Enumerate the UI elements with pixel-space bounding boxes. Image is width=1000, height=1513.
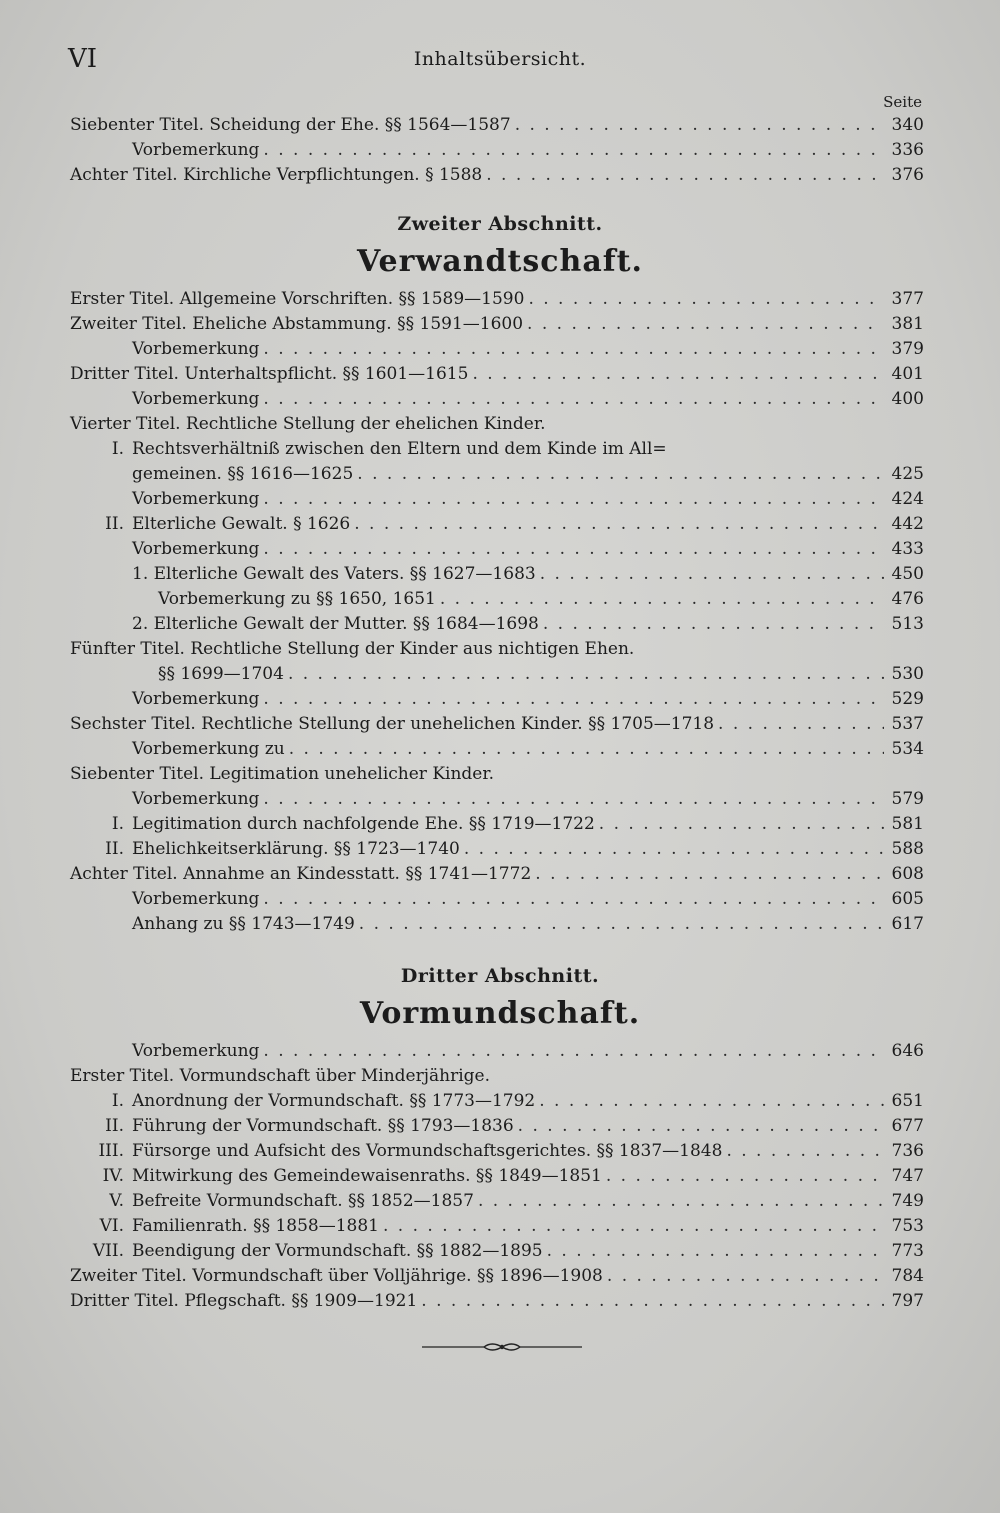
toc-entry-page: 537 — [891, 714, 924, 734]
toc-entry-title: Dritter Titel. Unterhaltspflicht. §§ 1601—1615 — [70, 364, 469, 384]
toc-entry-title: Fünfter Titel. Rechtliche Stellung der Kinder aus nichtigen Ehen. — [70, 639, 635, 659]
toc-entry-title: Vorbemerkung — [132, 1041, 260, 1061]
toc-entry — [70, 1289, 924, 1314]
roman-numeral: I. — [111, 439, 124, 459]
toc-entry — [70, 387, 924, 412]
toc-entry — [70, 412, 924, 437]
toc-entry-title: Vorbemerkung zu §§ 1650, 1651 — [158, 589, 436, 609]
toc-entry-page: 530 — [891, 664, 924, 684]
toc-entry — [70, 1139, 924, 1164]
toc-entry — [70, 612, 924, 637]
section-title-guardianship: Vormundschaft. — [359, 996, 641, 1031]
dot-leader — [539, 1089, 884, 1114]
toc-entry — [70, 587, 924, 612]
page-header — [0, 44, 1000, 74]
toc-entry — [70, 437, 924, 462]
roman-numeral: III. — [98, 1141, 124, 1161]
toc-entry — [70, 312, 924, 337]
toc-entry-page: 513 — [891, 614, 924, 634]
dot-leader — [440, 587, 884, 612]
toc-entry-title: Erster Titel. Vormundschaft über Minderjährige. — [70, 1066, 490, 1086]
dot-leader — [527, 312, 884, 337]
toc-entry-page: 588 — [891, 839, 924, 859]
toc-entry — [70, 537, 924, 562]
dot-leader — [359, 912, 884, 937]
toc-entry — [70, 862, 924, 887]
toc-entry — [70, 637, 924, 662]
page-number: VI — [68, 44, 98, 74]
dot-leader — [288, 662, 884, 687]
toc-entry-title: Vorbemerkung — [132, 389, 260, 409]
roman-numeral: II. — [105, 839, 124, 859]
dot-leader — [263, 687, 884, 712]
toc-entry-title: Mitwirkung des Gemeindewaisenraths. §§ 1849—1851 — [132, 1166, 602, 1186]
toc-entry-title: Elterliche Gewalt. § 1626 — [132, 514, 351, 534]
toc-block-guardianship — [70, 1039, 924, 1314]
dot-leader — [357, 462, 884, 487]
dot-leader — [263, 387, 884, 412]
toc-entry-page: 608 — [891, 864, 924, 884]
toc-entry-page: 736 — [891, 1141, 924, 1161]
toc-entry-title: Vorbemerkung — [132, 489, 260, 509]
toc-entry-title: Vorbemerkung — [132, 339, 260, 359]
toc-entry — [70, 362, 924, 387]
toc-entry — [70, 138, 924, 163]
toc-entry-title: Vorbemerkung — [132, 539, 260, 559]
toc-entry-title: Legitimation durch nachfolgende Ehe. §§ 1719—1722 — [132, 814, 595, 834]
dot-leader — [263, 1039, 884, 1064]
toc-entry — [70, 1214, 924, 1239]
dot-leader — [607, 1264, 884, 1289]
dot-leader — [263, 487, 884, 512]
toc-entry-page: 376 — [891, 165, 924, 185]
dot-leader — [518, 1114, 884, 1139]
toc-entry-title: Vierter Titel. Rechtliche Stellung der ehelichen Kinder. — [70, 414, 546, 434]
toc-entry-page: 784 — [891, 1266, 924, 1286]
toc-entry-title: Beendigung der Vormundschaft. §§ 1882—1895 — [132, 1241, 543, 1261]
running-title: Inhaltsübersicht. — [413, 48, 587, 70]
toc-entry-page: 797 — [891, 1291, 924, 1311]
toc-entry-page: 579 — [891, 789, 924, 809]
roman-numeral: II. — [105, 1116, 124, 1136]
toc-entry-page: 651 — [891, 1091, 924, 1111]
closing-ornament — [422, 1340, 582, 1354]
roman-numeral: II. — [105, 514, 124, 534]
toc-entry-page: 529 — [891, 689, 924, 709]
dot-leader — [718, 712, 884, 737]
toc-entry-title: Erster Titel. Allgemeine Vorschriften. §§ 1589—1590 — [70, 289, 525, 309]
roman-numeral: VI. — [99, 1216, 124, 1236]
toc-entry-page: 581 — [891, 814, 924, 834]
toc-entry-page: 617 — [891, 914, 924, 934]
toc-entry — [70, 163, 924, 188]
toc-entry-title: Anhang zu §§ 1743—1749 — [132, 914, 355, 934]
toc-block-marriage — [70, 113, 924, 188]
toc-entry-title: Ehelichkeitserklärung. §§ 1723—1740 — [132, 839, 460, 859]
roman-numeral: I. — [111, 1091, 124, 1111]
toc-entry-page: 476 — [891, 589, 924, 609]
toc-entry — [70, 1164, 924, 1189]
toc-entry-title: 2. Elterliche Gewalt der Mutter. §§ 1684—1698 — [132, 614, 539, 634]
toc-entry-title: Anordnung der Vormundschaft. §§ 1773—1792 — [132, 1091, 536, 1111]
dot-leader — [540, 562, 884, 587]
toc-entry — [70, 1189, 924, 1214]
toc-entry-title: Familienrath. §§ 1858—1881 — [132, 1216, 379, 1236]
toc-entry — [70, 1114, 924, 1139]
dot-leader — [421, 1289, 884, 1314]
toc-entry — [70, 712, 924, 737]
dot-leader — [528, 287, 884, 312]
dot-leader — [606, 1164, 884, 1189]
toc-entry-page: 749 — [891, 1191, 924, 1211]
dot-leader — [599, 812, 884, 837]
toc-entry-title: Vorbemerkung — [132, 789, 260, 809]
toc-entry-title: Achter Titel. Annahme an Kindesstatt. §§ 1741—1772 — [70, 864, 532, 884]
toc-entry — [70, 787, 924, 812]
dot-leader — [354, 512, 884, 537]
toc-entry-page: 340 — [891, 115, 924, 135]
toc-entry-title: Vorbemerkung zu — [132, 739, 285, 759]
toc-entry-page: 677 — [891, 1116, 924, 1136]
toc-entry-page: 534 — [891, 739, 924, 759]
toc-entry-page: 425 — [891, 464, 924, 484]
toc-entry-page: 747 — [891, 1166, 924, 1186]
toc-entry-title: Befreite Vormundschaft. §§ 1852—1857 — [132, 1191, 474, 1211]
toc-entry — [70, 812, 924, 837]
dot-leader — [289, 737, 884, 762]
toc-entry — [70, 512, 924, 537]
toc-entry — [70, 337, 924, 362]
roman-numeral: V. — [109, 1191, 124, 1211]
dot-leader — [263, 787, 884, 812]
roman-numeral: VII. — [92, 1241, 124, 1261]
dot-leader — [263, 887, 884, 912]
dot-leader — [383, 1214, 884, 1239]
toc-entry — [70, 662, 924, 687]
toc-entry-page: 450 — [891, 564, 924, 584]
dot-leader — [486, 163, 884, 188]
dot-leader — [263, 537, 884, 562]
toc-entry — [70, 1039, 924, 1064]
dot-leader — [515, 113, 884, 138]
section-title-kinship: Verwandtschaft. — [357, 244, 643, 279]
toc-entry-page: 336 — [891, 140, 924, 160]
toc-entry-title: 1. Elterliche Gewalt des Vaters. §§ 1627—1683 — [132, 564, 536, 584]
toc-entry — [70, 1264, 924, 1289]
toc-entry-title: Führung der Vormundschaft. §§ 1793—1836 — [132, 1116, 514, 1136]
section-label-second: Zweiter Abschnitt. — [397, 213, 603, 235]
toc-entry — [70, 487, 924, 512]
page-column-label: Seite — [883, 93, 922, 111]
toc-entry-title: Vorbemerkung — [132, 140, 260, 160]
toc-entry-title: Siebenter Titel. Scheidung der Ehe. §§ 1564—1587 — [70, 115, 511, 135]
toc-entry-title: Zweiter Titel. Vormundschaft über Volljährige. §§ 1896—1908 — [70, 1266, 603, 1286]
dot-leader — [472, 362, 884, 387]
toc-entry-title: §§ 1699—1704 — [158, 664, 284, 684]
toc-entry-page: 605 — [891, 889, 924, 909]
dot-leader — [464, 837, 884, 862]
toc-entry-page: 381 — [891, 314, 924, 334]
dot-leader — [543, 612, 884, 637]
toc-entry — [70, 887, 924, 912]
toc-entry-page: 401 — [891, 364, 924, 384]
toc-block-kinship — [70, 287, 924, 937]
toc-entry-title: Sechster Titel. Rechtliche Stellung der unehelichen Kinder. §§ 1705—1718 — [70, 714, 715, 734]
toc-entry — [70, 1064, 924, 1089]
dot-leader — [726, 1139, 884, 1164]
toc-entry-page: 773 — [891, 1241, 924, 1261]
toc-entry-title: Achter Titel. Kirchliche Verpflichtungen. § 1588 — [70, 165, 483, 185]
toc-entry-page: 400 — [891, 389, 924, 409]
roman-numeral: IV. — [102, 1166, 124, 1186]
toc-entry-title: Siebenter Titel. Legitimation unehelicher Kinder. — [70, 764, 495, 784]
toc-entry-page: 753 — [891, 1216, 924, 1236]
dot-leader — [547, 1239, 884, 1264]
toc-entry — [70, 687, 924, 712]
toc-entry-page: 433 — [891, 539, 924, 559]
dot-leader — [535, 862, 884, 887]
toc-entry-title: Zweiter Titel. Eheliche Abstammung. §§ 1591—1600 — [70, 314, 524, 334]
toc-entry-title: gemeinen. §§ 1616—1625 — [132, 464, 354, 484]
dot-leader — [478, 1189, 884, 1214]
toc-entry — [70, 113, 924, 138]
toc-entry-title: Vorbemerkung — [132, 689, 260, 709]
toc-entry — [70, 562, 924, 587]
dot-leader — [263, 138, 884, 163]
toc-entry — [70, 912, 924, 937]
section-label-third: Dritter Abschnitt. — [400, 965, 600, 987]
toc-entry-page: 379 — [891, 339, 924, 359]
toc-entry-page: 646 — [891, 1041, 924, 1061]
toc-entry-title: Dritter Titel. Pflegschaft. §§ 1909—1921 — [70, 1291, 418, 1311]
toc-entry — [70, 737, 924, 762]
toc-entry-page: 442 — [891, 514, 924, 534]
toc-entry — [70, 762, 924, 787]
toc-entry-page: 424 — [891, 489, 924, 509]
toc-entry — [70, 462, 924, 487]
dot-leader — [263, 337, 884, 362]
toc-entry — [70, 287, 924, 312]
toc-entry-title: Vorbemerkung — [132, 889, 260, 909]
toc-entry-title: Fürsorge und Aufsicht des Vormundschaftsgerichtes. §§ 1837—1848 — [132, 1141, 723, 1161]
toc-entry-page: 377 — [891, 289, 924, 309]
roman-numeral: I. — [111, 814, 124, 834]
toc-entry — [70, 837, 924, 862]
toc-entry — [70, 1089, 924, 1114]
toc-entry-title: Rechtsverhältniß zwischen den Eltern und dem Kinde im All= — [132, 439, 667, 459]
toc-entry — [70, 1239, 924, 1264]
